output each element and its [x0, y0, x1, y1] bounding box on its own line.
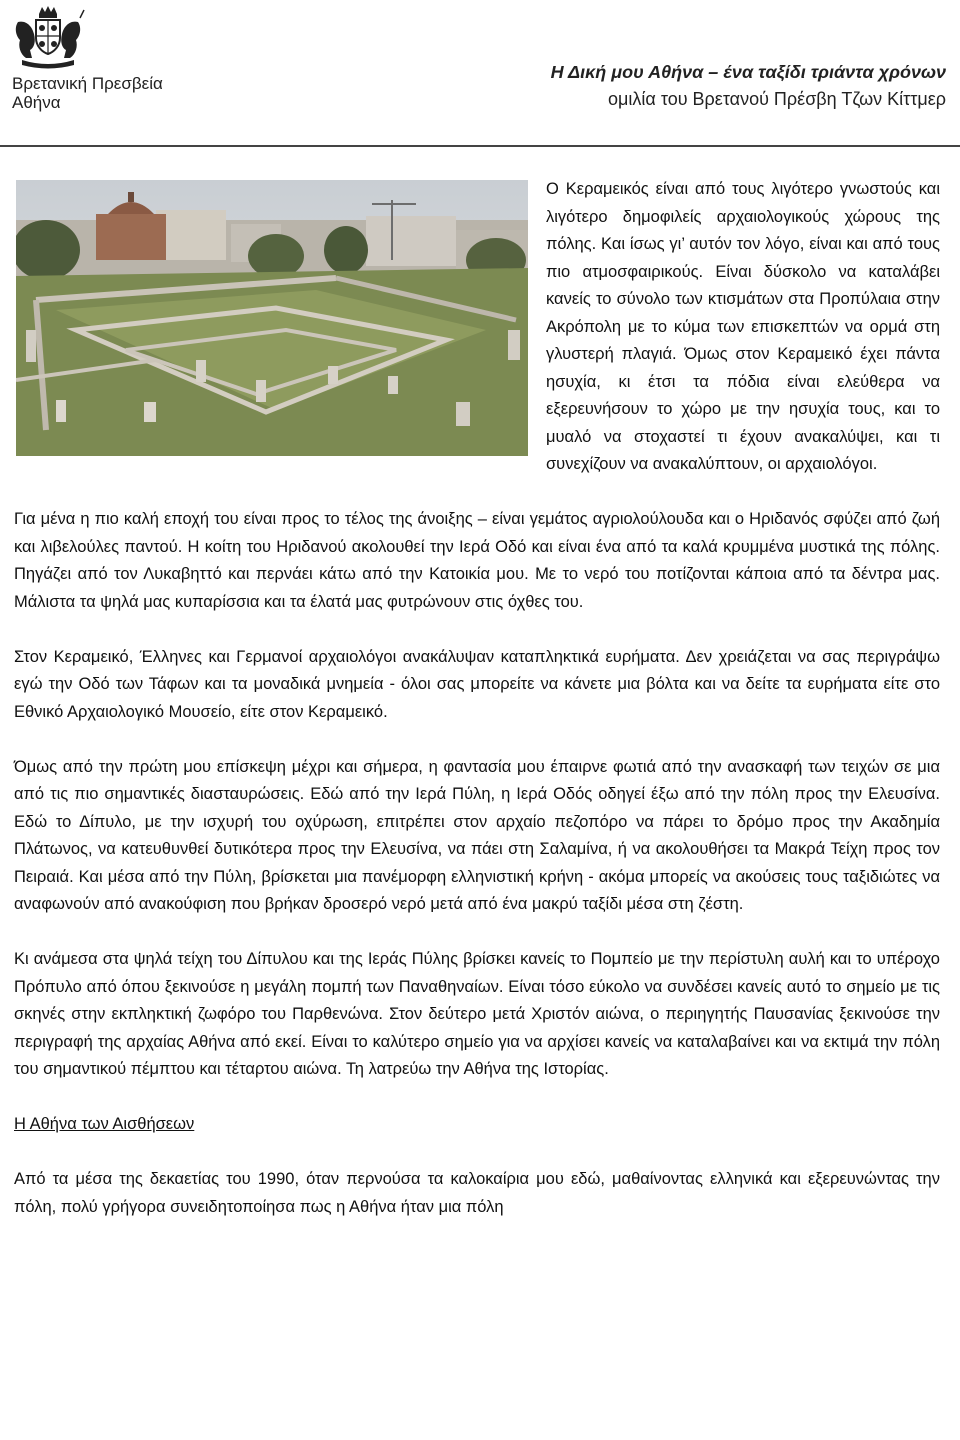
paragraph-1 — [14, 176, 940, 479]
embassy-name — [12, 74, 163, 112]
paragraph-1-text: Ο Κεραμεικός είναι από τους λιγότερο γνωστούς και λιγότερο δημοφιλείς αρχαιολογικούς χώρους της πόλης. Και ίσως γι’ αυτόν τον λόγο, είναι και από τους πιο ατμοσφαιρικούς. Είναι δύσκολο να καταλάβει κανείς το σύνολο των κτισμάτων στα Προπύλαια στην Ακρόπολη με το κύμα των επισκεπτών να ορμά στη γλυστερή πλαγιά. Όμως στον Κεραμεικό έχει πάντα ησυχία, κι έτσι τα πόδια είναι ελεύθερα να εξερευνήσουν το χώρο με την ησυχία τους, και το μυαλό να στοχαστεί τι έχουν ανακαλύψει, και τι συνεχίζουν να ανακαλύπτουν, οι αρχαιολόγοι. — [546, 180, 940, 473]
document-body — [14, 176, 940, 1249]
kerameikos-archaeological-site-photo — [16, 180, 528, 456]
section-heading: Η Αθήνα των Αισθήσεων — [14, 1115, 195, 1133]
paragraph-5: Κι ανάμεσα στα ψηλά τείχη του Δίπυλου και της Ιεράς Πύλης βρίσκει κανείς το Πομπείο με την περίστυλη αυλή και το υπέροχο Πρόπυλο από όπου ξεκινούσε η μεγάλη πομπή των Παναθηναίων. Είναι τόσο εύκολο να συνδέσει κανείς αυτό το σημείο με τις σκηνές στην εκπληκτική ζωφόρο του Παρθενώνα. Στον δεύτερο μετά Χριστόν αιώνα, ο περιηγητής Παυσανίας ξεκινούσε την περιγραφή της αρχαίας Αθήνα από εκεί. Είναι το καλύτερο σημείο για να αρχίσει κανείς να καταλαβαίνει και να εκτιμά την πόλη του σημαντικού πέμπτου και τέταρτου αιώνα. Τη λατρεύω την Αθήνα της Ιστορίας. — [14, 950, 940, 1078]
document-subtitle: ομιλία του Βρετανού Πρέσβη Τζων Κίττμερ — [608, 89, 946, 109]
paragraph-2: Για μένα η πιο καλή εποχή του είναι προς το τέλος της άνοιξης – είναι γεμάτος αγριολούλουδα και ο Ηριδανός σφύζει από ζωή και λιβελούλες παντού. Η κοίτη του Ηριδανού ακολουθεί την Ιερά Οδό και είναι ένα από τα καλά κρυμμένα μυστικά της πόλης. Πηγάζει από τον Λυκαβηττό και περνάει κάτω από την Κατοικία μου. Με το νερό του ποτίζονται κάποια από τα δέντρα μας. Μάλιστα τα ψηλά μας κυπαρίσσια και τα έλατά μας φυτρώνουν στις όχθες του. — [14, 510, 940, 611]
paragraph-4: Όμως από την πρώτη μου επίσκεψη μέχρι και σήμερα, η φαντασία μου έπαιρνε φωτιά από την ανασκαφή των τειχών σε μια από τις πιο σημαντικές διασταυρώσεις. Εδώ από την Ιερά Πύλη, η Ιερά Οδός οδηγεί έξω από την πόλη προς την Ελευσίνα. Εδώ το Δίπυλο, με την ισχυρή του οχύρωση, επιτρέπει στον αρχαίο πεζοπόρο να πάρει το δρόμο προς την Ακαδημία Πλάτωνος, να κατευθυνθεί δυτικότερα προς την Ελευσίνα, να πάει στη Σαλαμίνα, ή να ακολουθήσει τα Μακρά Τείχη προς τον Πειραιά. Και μέσα από την Πύλη, βρίσκεται μια πανέμορφη ελληνιστική κρήνη - ακόμα μπορείς να ακούσεις τους ταξιδιώτες να αναφωνούν από ανακούφιση που βρήκαν δροσερό νερό μετά από ένα μακρύ ταξίδι μέσα στη ζέστη. — [14, 757, 940, 913]
page-header — [0, 0, 960, 148]
document-title: Η Δική μου Αθήνα – ένα ταξίδι τριάντα χρόνων — [550, 62, 946, 82]
embassy-name-line2: Αθήνα — [12, 93, 61, 112]
paragraph-3: Στον Κεραμεικό, Έλληνες και Γερμανοί αρχαιολόγοι ανακάλυψαν καταπληκτικά ευρήματα. Δεν χρειάζεται να σας περιγράψω εγώ την Οδό των Τάφων και τα μοναδικά μνημεία - όλοι σας μπορείτε να κάνετε μια βόλτα και να δείτε τα ευρήματα είτε στο Εθνικό Αρχαιολογικό Μουσείο, είτε στον Κεραμεικό. — [14, 647, 940, 721]
paragraph-final: Από τα μέσα της δεκαετίας του 1990, όταν περνούσα τα καλοκαίρια μου εδώ, μαθαίνοντας ελληνικά και εξερευνώντας την πόλη, πολύ γρήγορα συνειδητοποίησα πως η Αθήνα ήταν μια πόλη — [14, 1170, 940, 1216]
embassy-name-line1: Βρετανική Πρεσβεία — [12, 74, 163, 93]
royal-coat-of-arms-icon — [10, 4, 86, 70]
header-divider — [0, 145, 960, 147]
